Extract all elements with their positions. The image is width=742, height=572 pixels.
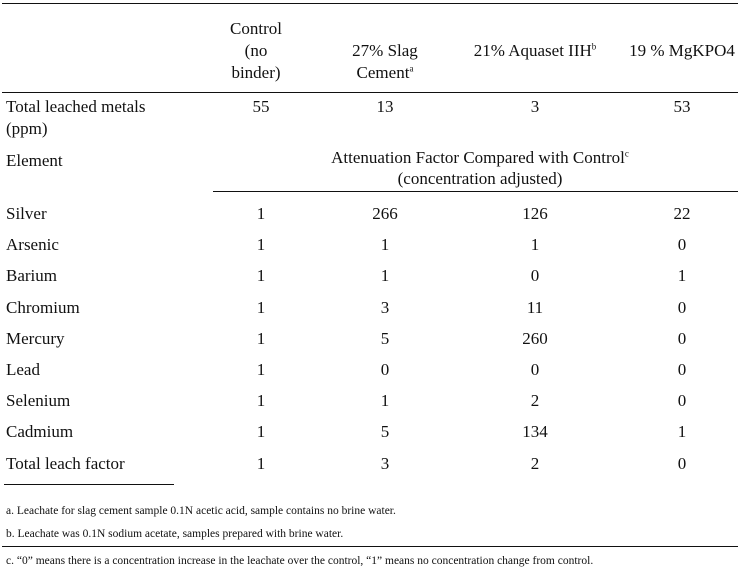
footnote-a: a. Leachate for slag cement sample 0.1N acetic acid, sample contains no brine water. (6, 505, 396, 517)
row-value: 0 (677, 391, 687, 410)
total-leached-value: 55 (252, 97, 270, 116)
total-leached-value: 3 (530, 97, 540, 116)
total-leached-value: 53 (673, 97, 691, 116)
total-leached-label-line1: Total leached metals (6, 97, 146, 116)
row-value: 1 (677, 422, 687, 441)
row-value: 1 (256, 204, 266, 223)
row-value: 11 (526, 298, 544, 317)
row-value: 1 (380, 266, 390, 285)
footnote-b: b. Leachate was 0.1N sodium acetate, samples prepared with brine water. (6, 528, 344, 540)
total-leached-value: 13 (376, 97, 394, 116)
header-aquaset: 21% Aquaset IIH$^b$ (473, 41, 597, 60)
row-value: 0 (677, 454, 687, 473)
row-label: Silver (6, 204, 47, 223)
header-control-line2: (no (244, 41, 268, 60)
header-slag-line1: 27% Slag (352, 41, 418, 60)
row-value: 1 (256, 391, 266, 410)
row-value: 0 (677, 329, 687, 348)
attenuation-heading-line2: (concentration adjusted) (397, 169, 563, 188)
row-label: Total leach factor (6, 454, 125, 473)
header-control-line3: binder) (231, 63, 281, 82)
row-value: 134 (522, 422, 548, 441)
row-value: 1 (256, 298, 266, 317)
footnote-c: c. “0” means there is a concentration increase in the leachate over the control, “1” means no concentration change from control. (6, 555, 594, 567)
row-value: 1 (380, 235, 390, 254)
row-value: 1 (256, 422, 266, 441)
row-value: 3 (380, 298, 390, 317)
row-value: 1 (256, 266, 266, 285)
table-foot-rule (4, 484, 174, 485)
header-bottom-rule (2, 92, 738, 93)
row-value: 0 (380, 360, 390, 379)
row-value: 5 (380, 422, 390, 441)
row-value: 3 (380, 454, 390, 473)
footnote-marker-c: c (624, 148, 629, 159)
header-mgkpo4: 19 % MgKPO4 (629, 41, 735, 60)
row-label: Chromium (6, 298, 80, 317)
row-label: Barium (6, 266, 57, 285)
row-value: 0 (677, 298, 687, 317)
row-value: 2 (530, 454, 540, 473)
footnote-marker-b: b (591, 41, 597, 52)
row-value: 0 (677, 235, 687, 254)
row-label: Cadmium (6, 422, 74, 441)
row-value: 1 (380, 391, 390, 410)
row-value: 260 (522, 329, 548, 348)
row-label: Lead (6, 360, 40, 379)
header-slag-line2: Cement$^a$ (356, 63, 414, 82)
element-column-label: Element (6, 151, 63, 170)
row-value: 126 (522, 204, 548, 223)
row-value: 266 (372, 204, 398, 223)
row-value: 5 (380, 329, 390, 348)
attenuation-rule (213, 191, 738, 192)
row-value: 0 (530, 266, 540, 285)
table-top-rule (2, 3, 738, 4)
row-value: 1 (256, 360, 266, 379)
row-value: 22 (673, 204, 691, 223)
row-label: Mercury (6, 329, 65, 348)
header-control-line1: Control (230, 19, 282, 38)
row-value: 1 (256, 454, 266, 473)
footnote-marker-a: a (409, 63, 414, 74)
attenuation-heading-line1: Attenuation Factor Compared with Control$^c$ (331, 148, 629, 167)
total-leached-label-line2: (ppm) (6, 119, 48, 138)
row-value: 1 (256, 235, 266, 254)
row-value: 2 (530, 391, 540, 410)
row-value: 1 (256, 329, 266, 348)
row-value: 0 (677, 360, 687, 379)
row-value: 1 (677, 266, 687, 285)
row-value: 1 (530, 235, 540, 254)
row-label: Arsenic (6, 235, 59, 254)
row-label: Selenium (6, 391, 71, 410)
notes-rule (2, 546, 738, 547)
row-value: 0 (530, 360, 540, 379)
